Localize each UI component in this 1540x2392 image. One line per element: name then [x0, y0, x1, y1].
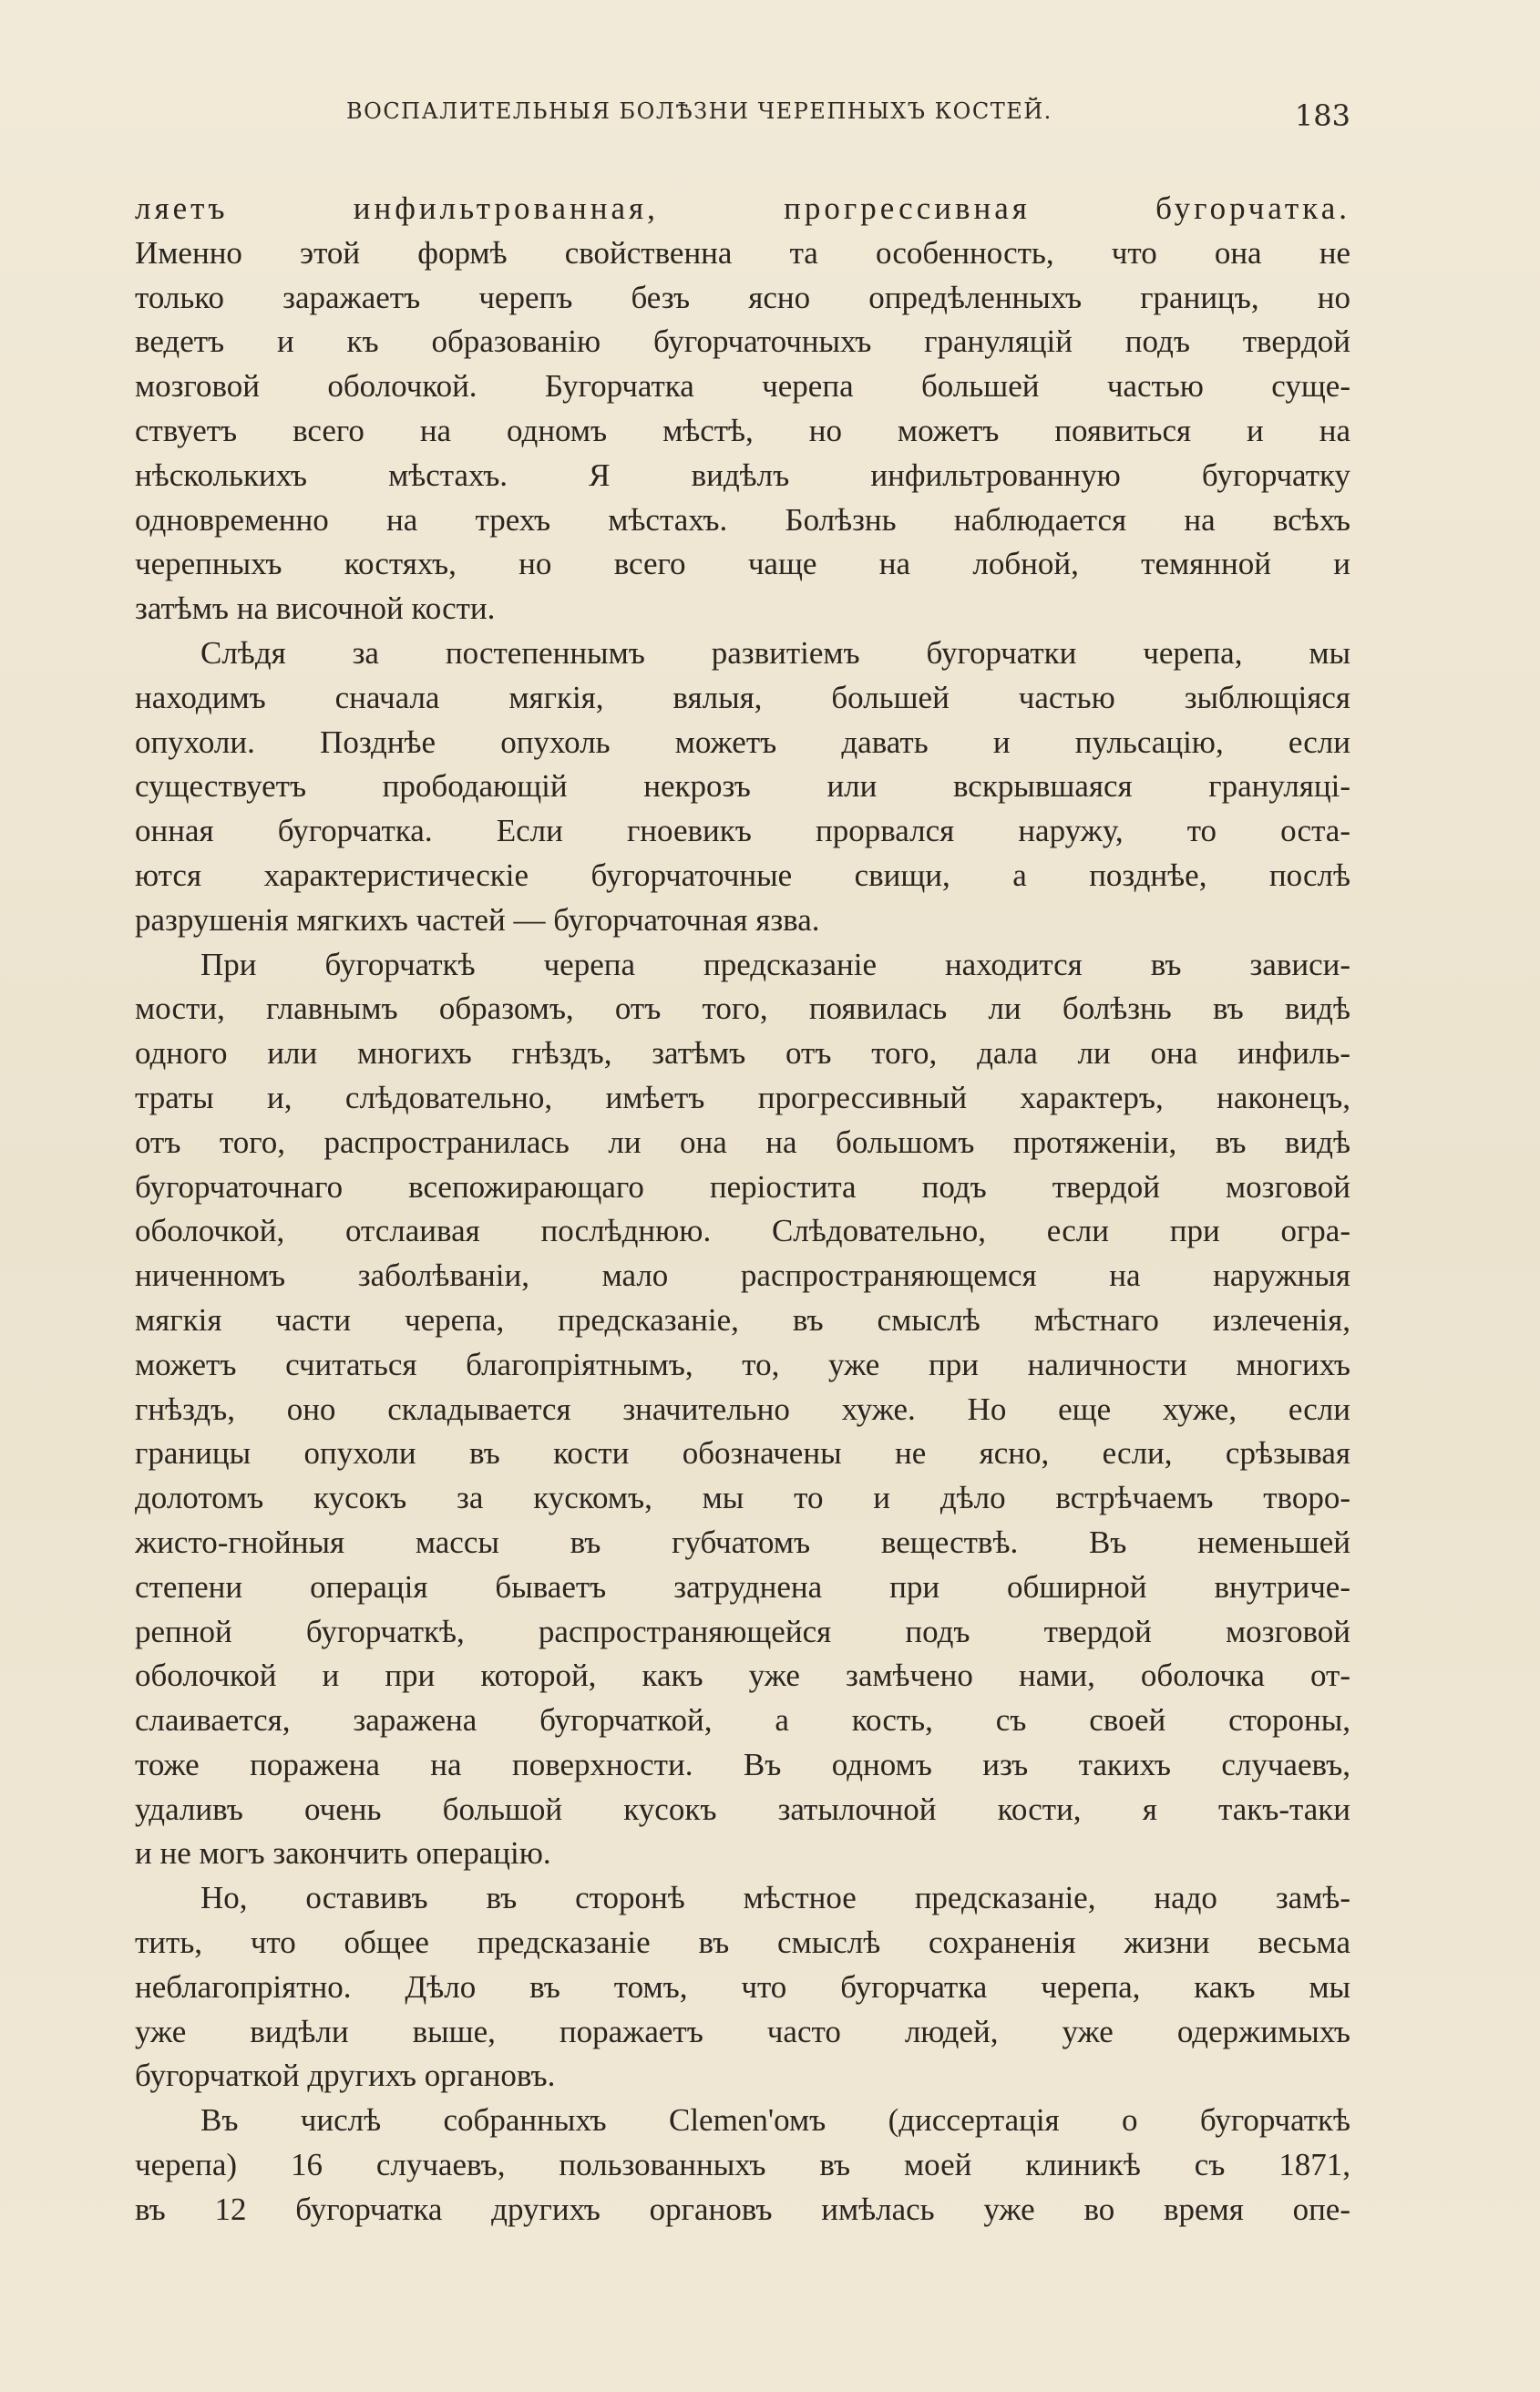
text-line: мягкія части черепа, предсказаніе, въ смыслѣ мѣстнаго излеченія, [135, 1301, 1350, 1338]
text-line: тоже поражена на поверхности. Въ одномъ изъ такихъ случаевъ, [135, 1746, 1350, 1782]
text-line: оболочкой и при которой, какъ уже замѣчено нами, оболочка от- [135, 1658, 1350, 1694]
text-line: границы опухоли въ кости обозначены не ясно, если, срѣзывая [135, 1435, 1350, 1472]
running-head [205, 98, 1350, 144]
text-line: мости, главнымъ образомъ, отъ того, появилась ли болѣзнь въ видѣ [135, 991, 1350, 1027]
page-number: 183 [1294, 98, 1350, 133]
text-line: ниченномъ заболѣваніи, мало распространяющемся на наружныя [135, 1258, 1350, 1294]
text-line: степени операція бываетъ затруднена при обширной внутриче- [135, 1568, 1350, 1605]
text-line: Слѣдя за постепеннымъ развитіемъ бугорчатки черепа, мы [200, 634, 1350, 671]
text-line: черепа) 16 случаевъ, пользованныхъ въ моей клиникѣ съ 1871, [135, 2147, 1350, 2183]
text-line: и не могъ закончить операцію. [135, 1835, 551, 1872]
text-line: одного или многихъ гнѣздъ, затѣмъ отъ того, дала ли она инфиль- [135, 1035, 1350, 1072]
text-line: въ 12 бугорчатка другихъ органовъ имѣлась уже во время опе- [135, 2191, 1350, 2227]
text-line: ются характеристическіе бугорчаточные свищи, а позднѣе, послѣ [135, 857, 1350, 893]
text-line: нѣсколькихъ мѣстахъ. Я видѣлъ инфильтрованную бугорчатку [135, 457, 1350, 493]
text-line: траты и, слѣдовательно, имѣетъ прогрессивный характеръ, наконецъ, [135, 1079, 1350, 1115]
text-line: гнѣздъ, оно складывается значительно хуже. Но еще хуже, если [135, 1391, 1350, 1427]
text-line: оболочкой, отслаивая послѣднюю. Слѣдовательно, если при огра- [135, 1213, 1350, 1249]
text-line: репной бугорчаткѣ, распространяющейся подъ твердой мозговой [135, 1613, 1350, 1649]
text-line: ляетъ инфильтрованная, прогрессивная бугорчатка. [135, 190, 1350, 226]
text-line: черепныхъ костяхъ, но всего чаще на лобной, темянной и [135, 546, 1350, 582]
text-line: Но, оставивъ въ сторонѣ мѣстное предсказаніе, надо замѣ- [200, 1880, 1350, 1916]
text-line: удаливъ очень большой кусокъ затылочной кости, я такъ-таки [135, 1791, 1350, 1827]
text-line: отъ того, распространилась ли она на большомъ протяженіи, въ видѣ [135, 1124, 1350, 1160]
text-line: бугорчаточнаго всепожирающаго періостита подъ твердой мозговой [135, 1168, 1350, 1205]
text-line: существуетъ прободающій некрозъ или вскрывшаяся грануляці- [135, 768, 1350, 805]
text-line: ведетъ и къ образованію бугорчаточныхъ грануляцій подъ твердой [135, 323, 1350, 360]
text-line: неблагопріятно. Дѣло въ томъ, что бугорчатка черепа, какъ мы [135, 1968, 1350, 2005]
text-line: ствуетъ всего на одномъ мѣстѣ, но можетъ появиться и на [135, 412, 1350, 448]
text-line: При бугорчаткѣ черепа предсказаніе находится въ зависи- [200, 946, 1350, 982]
text-line: уже видѣли выше, поражаетъ часто людей, уже одержимыхъ [135, 2013, 1350, 2049]
text-line: Именно этой формѣ свойственна та особенность, что она не [135, 234, 1350, 271]
text-line: затѣмъ на височной кости. [135, 590, 496, 627]
text-line: мозговой оболочкой. Бугорчатка черепа большей частью суще- [135, 368, 1350, 405]
text-line: слаивается, заражена бугорчаткой, а кость, съ своей стороны, [135, 1702, 1350, 1739]
text-line: только заражаетъ черепъ безъ ясно опредѣленныхъ границъ, но [135, 279, 1350, 315]
text-line: долотомъ кусокъ за кускомъ, мы то и дѣло встрѣчаемъ творо- [135, 1480, 1350, 1516]
text-line: можетъ считаться благопріятнымъ, то, уже при наличности многихъ [135, 1346, 1350, 1382]
running-title: ВОСПАЛИТЕЛЬНЫЯ БОЛѢЗНИ ЧЕРЕПНЫХЪ КОСТЕЙ. [346, 98, 1052, 124]
text-line: разрушенія мягкихъ частей — бугорчаточная язва. [135, 901, 820, 938]
text-line: тить, что общее предсказаніе въ смыслѣ сохраненія жизни весьма [135, 1925, 1350, 1961]
text-line: бугорчаткой другихъ органовъ. [135, 2058, 556, 2094]
text-line: жисто-гнойныя массы въ губчатомъ веществѣ. Въ неменьшей [135, 1524, 1350, 1560]
body-text [135, 187, 1350, 2233]
text-line: находимъ сначала мягкія, вялыя, большей частью зыблющіяся [135, 679, 1350, 715]
text-line: одновременно на трехъ мѣстахъ. Болѣзнь наблюдается на всѣхъ [135, 501, 1350, 538]
text-line: опухоли. Позднѣе опухоль можетъ давать и пульсацію, если [135, 724, 1350, 760]
text-line: онная бугорчатка. Если гноевикъ прорвался наружу, то оста- [135, 813, 1350, 849]
text-line: Въ числѣ собранныхъ Clemen'омъ (диссертація о бугорчаткѣ [200, 2102, 1350, 2139]
